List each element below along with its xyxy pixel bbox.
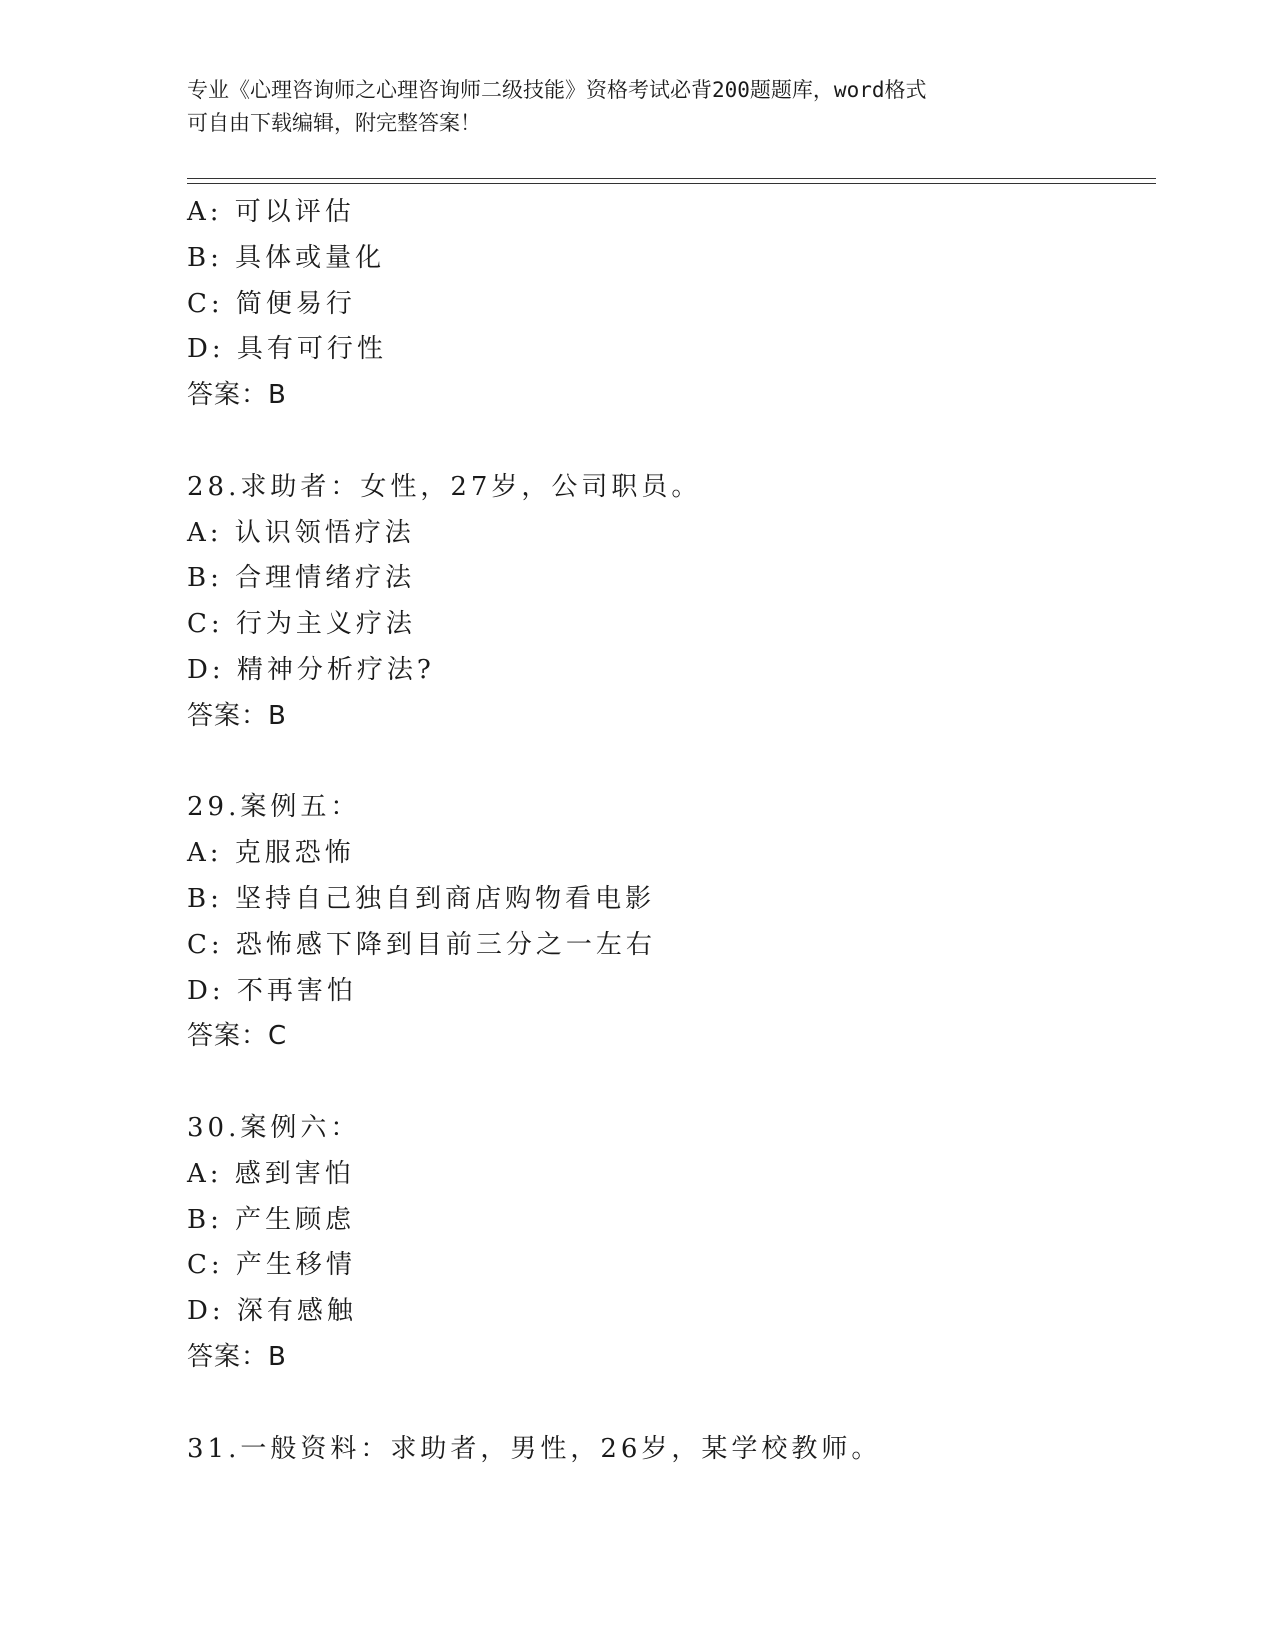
option-a: A: 认识领悟疗法	[187, 517, 415, 548]
question-text: 28.求助者：女性，27岁，公司职员。	[187, 471, 702, 502]
spacer	[187, 419, 1147, 465]
question-text: 29.案例五：	[187, 792, 361, 823]
question-text: 30.案例六：	[187, 1112, 361, 1143]
answer-line: 答案：B	[187, 380, 287, 411]
option-b: B: 合理情绪疗法	[187, 563, 416, 594]
header-line-2: 可自由下载编辑，附完整答案！	[187, 111, 481, 135]
header-rule-bottom	[187, 183, 1156, 184]
question-block-30	[187, 1106, 1147, 1381]
spacer	[187, 740, 1147, 786]
option-d: D: 深有感触	[187, 1296, 357, 1327]
option-d: D: 精神分析疗法?	[187, 654, 435, 685]
question-block-27	[187, 190, 1147, 419]
option-b: B: 产生顾虑	[187, 1204, 356, 1235]
answer-line: 答案：B	[187, 700, 287, 731]
option-b: B: 具体或量化	[187, 242, 386, 273]
option-c: C: 恐怖感下降到目前三分之一左右	[187, 929, 656, 960]
option-c: C: 简便易行	[187, 288, 356, 319]
spacer	[187, 1381, 1147, 1427]
question-text-31: 31.一般资料：求助者，男性，26岁，某学校教师。	[187, 1433, 882, 1464]
header-rule-top	[187, 178, 1156, 179]
option-c: C: 行为主义疗法	[187, 609, 416, 640]
spacer	[187, 1060, 1147, 1106]
answer-line: 答案：C	[187, 1021, 288, 1052]
question-block-28	[187, 465, 1147, 740]
option-a: A: 克服恐怖	[187, 838, 355, 869]
option-d: D: 具有可行性	[187, 334, 387, 365]
question-list	[187, 190, 1147, 1472]
document-header	[187, 74, 1087, 140]
answer-line: 答案：B	[187, 1341, 287, 1372]
option-b: B: 坚持自己独自到商店购物看电影	[187, 883, 656, 914]
option-d: D: 不再害怕	[187, 975, 357, 1006]
option-a: A: 可以评估	[187, 197, 355, 227]
header-line-1: 专业《心理咨询师之心理咨询师二级技能》资格考试必背200题题库，word格式	[187, 78, 927, 102]
option-a: A: 感到害怕	[187, 1158, 355, 1189]
question-block-29	[187, 785, 1147, 1060]
option-c: C: 产生移情	[187, 1250, 356, 1281]
